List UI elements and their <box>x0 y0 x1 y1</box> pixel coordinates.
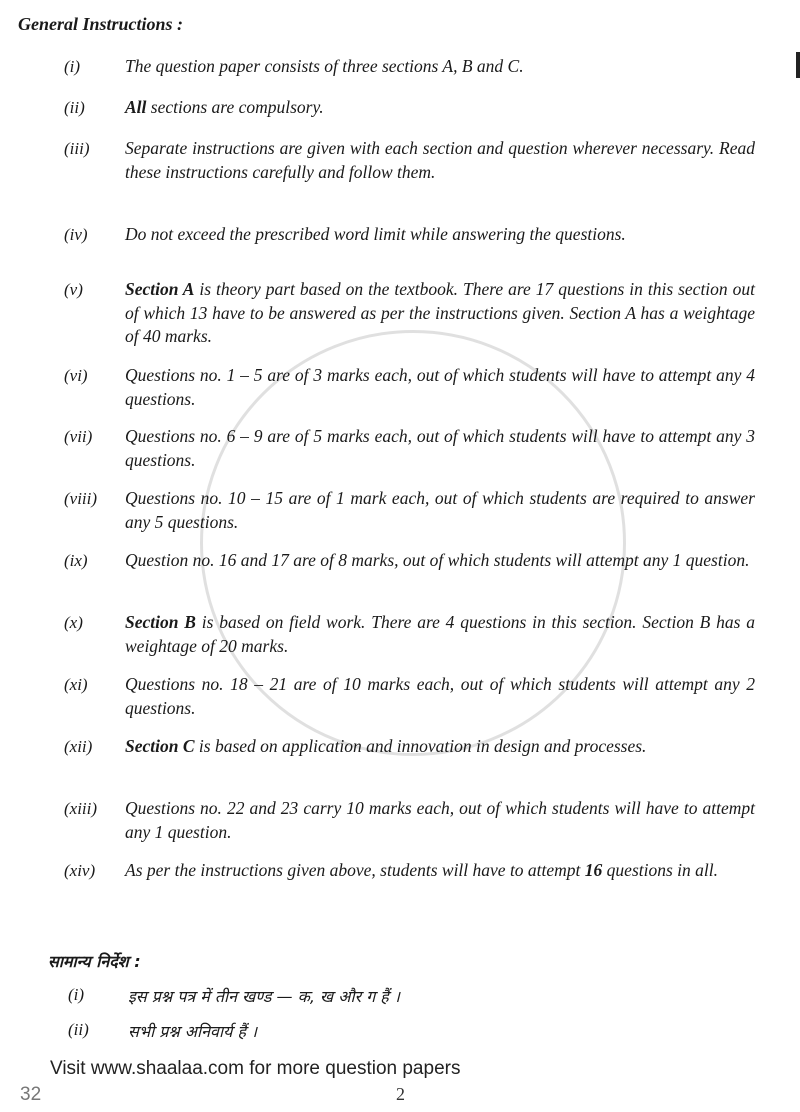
item-number: (viii) <box>64 489 98 508</box>
item-number: (ix) <box>64 551 88 570</box>
item-text <box>125 735 755 759</box>
item-text <box>125 797 755 844</box>
item-text-bold: 16 <box>584 860 603 880</box>
item-text-pre: Question no. 16 and 17 are of 8 marks, out of which students will attempt any 1 question. <box>125 550 750 570</box>
item-number: (vii) <box>64 427 93 446</box>
item-text <box>125 425 755 472</box>
section-title: General Instructions : <box>18 14 184 34</box>
item-text <box>125 137 755 184</box>
item-text-pre: Do not exceed the prescribed word limit while answering the questions. <box>125 224 626 244</box>
hindi-section-title: सामान्य निर्देश : <box>48 952 141 971</box>
item-text <box>125 96 755 120</box>
item-text <box>125 223 755 247</box>
item-text-post: is based on field work. There are 4 questions in this section. Section B has a weightage of 20 marks. <box>125 612 755 656</box>
page-number: 2 <box>396 1084 405 1104</box>
item-text <box>125 487 755 534</box>
item-text-pre: Questions no. 18 – 21 are of 10 marks each, out of which students will attempt any 2 questions. <box>125 674 755 718</box>
item-text-pre: Questions no. 10 – 15 are of 1 mark each, out of which students are required to answer any 5 questions. <box>125 488 755 532</box>
item-number: (i) <box>64 57 81 76</box>
item-text-post: is based on application and innovation in design and processes. <box>194 736 647 756</box>
item-number: (vi) <box>64 366 88 385</box>
item-number: (x) <box>64 613 83 632</box>
hindi-item-text: इस प्रश्न पत्र में तीन खण्ड — क, ख और ग हैं । <box>128 987 400 1006</box>
item-number: (xiv) <box>64 861 96 880</box>
item-number: (v) <box>64 280 83 299</box>
item-text-bold: Section B <box>125 612 196 632</box>
item-number: (xii) <box>64 737 93 756</box>
item-text-bold: Section A <box>125 279 195 299</box>
item-text-post: sections are compulsory. <box>146 97 324 117</box>
item-text-post: is theory part based on the textbook. There are 17 questions in this section out of which 13 have to be answered as per the instructions given. Section A has a weightage of 40 marks. <box>125 279 755 346</box>
item-text <box>125 673 755 720</box>
hindi-item-text: सभी प्रश्न अनिवार्य हैं । <box>128 1022 258 1041</box>
item-number: (ii) <box>64 98 85 117</box>
hindi-item-number: (i) <box>68 985 85 1004</box>
item-text <box>125 55 755 79</box>
item-number: (iii) <box>64 139 90 158</box>
item-text-pre: Questions no. 1 – 5 are of 3 marks each, out of which students will have to attempt any 4 questions. <box>125 365 755 409</box>
item-text-pre: Questions no. 22 and 23 carry 10 marks each, out of which students will have to attempt any 1 question. <box>125 798 755 842</box>
hindi-item-number: (ii) <box>68 1020 89 1039</box>
item-text <box>125 611 755 658</box>
item-text-post: questions in all. <box>602 860 718 880</box>
item-text-pre: As per the instructions given above, students will have to attempt <box>125 860 585 880</box>
item-number: (xiii) <box>64 799 98 818</box>
item-number: (iv) <box>64 225 88 244</box>
footer-link-text[interactable]: Visit www.shaalaa.com for more question papers <box>50 1058 461 1079</box>
item-text <box>125 278 755 349</box>
item-text-pre: Separate instructions are given with each section and question wherever necessary. Read these instructions carefully and follow them. <box>125 138 755 182</box>
item-text <box>125 859 755 883</box>
item-text <box>125 364 755 411</box>
item-text-pre: The question paper consists of three sections A, B and C. <box>125 56 524 76</box>
item-text-pre: Questions no. 6 – 9 are of 5 marks each, out of which students will have to attempt any 3 questions. <box>125 426 755 470</box>
item-text-bold: All <box>125 97 147 117</box>
item-number: (xi) <box>64 675 88 694</box>
page-code: 32 <box>20 1084 42 1105</box>
item-text <box>125 549 755 573</box>
scan-edge-mark <box>796 52 800 78</box>
item-text-bold: Section C <box>125 736 195 756</box>
